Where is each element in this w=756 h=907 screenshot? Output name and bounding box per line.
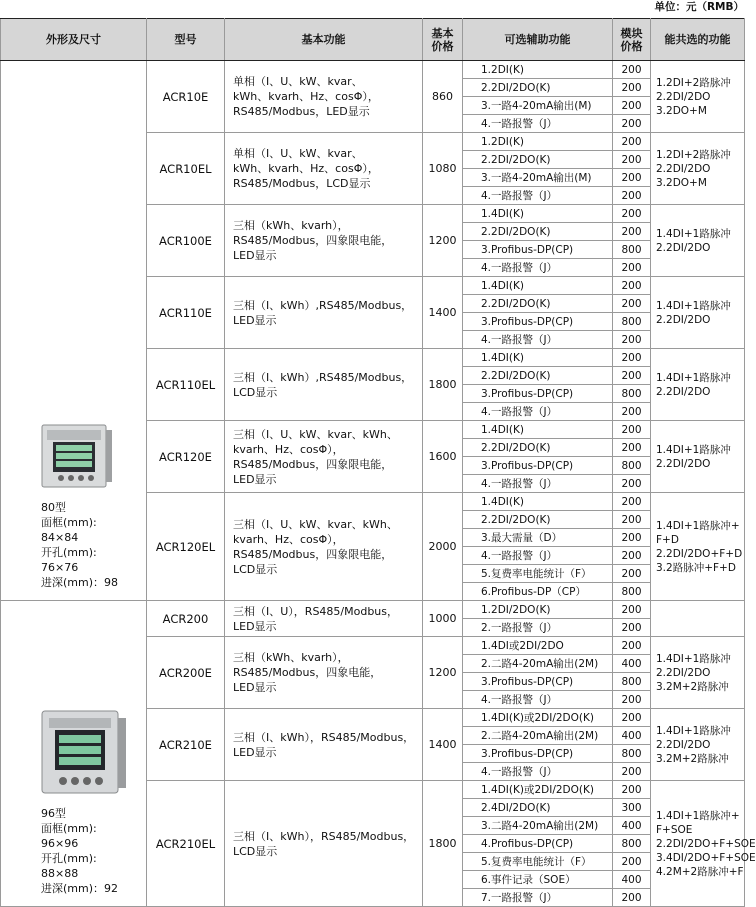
optional-function-cell: 4.一路报警（J） <box>463 547 613 565</box>
module-price-cell: 200 <box>613 223 651 241</box>
optional-function-cell: 3.Profibus-DP(CP) <box>463 313 613 331</box>
optional-function-cell: 2.2DI/2DO(K) <box>463 223 613 241</box>
combinable-line: 3.2路脉冲+F+D <box>656 561 736 574</box>
optional-function-cell: 2.二路4-20mA输出(2M) <box>463 727 613 745</box>
header-base-price <box>423 19 463 61</box>
module-price-cell: 200 <box>613 79 651 97</box>
basic-function-line: 三相（I、U、kW、kvar、kWh、 <box>233 427 398 441</box>
module-price-cell: 200 <box>613 61 651 79</box>
basic-function-line: 单相（I、U、kW、kvar、 <box>233 147 363 160</box>
header-row <box>1 19 745 61</box>
optional-function-cell: 1.4DI(K) <box>463 277 613 295</box>
basic-function-line: kWh、kvarh、Hz、cosΦ）， <box>233 90 379 103</box>
combinable-line: 2.2DI/2DO+F+D <box>656 547 743 560</box>
model-cell: ACR10EL <box>147 133 225 205</box>
optional-function-cell: 1.4DI(K)或2DI/2DO(K) <box>463 709 613 727</box>
module-price-cell: 200 <box>613 259 651 277</box>
module-price-cell: 200 <box>613 781 651 799</box>
optional-function-cell: 3.Profibus-DP(CP) <box>463 241 613 259</box>
module-price-cell: 200 <box>613 205 651 223</box>
basic-function-line: 单相（I、U、kW、kvar、 <box>233 75 363 88</box>
combinable-cell <box>651 349 745 421</box>
basic-function-line: RS485/Modbus，四象限电能， <box>233 457 393 471</box>
combinable-cell <box>651 421 745 493</box>
optional-function-cell: 2.2DI/2DO(K) <box>463 151 613 169</box>
module-price-cell: 200 <box>613 277 651 295</box>
header-appearance: 外形及尺寸 <box>1 19 147 61</box>
combinable-cell <box>651 637 745 709</box>
optional-function-cell: 1.4DI(K) <box>463 349 613 367</box>
optional-function-cell: 2.2DI/2DO(K) <box>463 295 613 313</box>
basic-function-line: kWh、kvarh、Hz、cosΦ）， <box>233 162 379 175</box>
module-price-cell: 300 <box>613 799 651 817</box>
module-price-cell: 400 <box>613 727 651 745</box>
optional-function-cell: 4.一路报警（J） <box>463 259 613 277</box>
combinable-cell <box>651 133 745 205</box>
combinable-line: 1.4DI+1路脉冲 <box>656 652 731 665</box>
base-price-cell: 1600 <box>423 421 463 493</box>
unit-label: 单位：元（RMB） <box>654 1 744 13</box>
appearance-line: 进深(mm)：92 <box>41 882 119 895</box>
appearance-line: 80型 <box>41 501 66 514</box>
header-module-price-line: 价格 <box>620 39 643 53</box>
combinable-line: 1.4DI+1路脉冲+ <box>656 519 740 532</box>
base-price-cell: 2000 <box>423 493 463 601</box>
appearance-line: 面框(mm): <box>41 822 97 835</box>
basic-function-cell <box>225 601 423 637</box>
basic-function-line: 三相（I、U、kW、kvar、kWh、 <box>233 517 398 531</box>
base-price-cell: 1200 <box>423 637 463 709</box>
optional-function-cell: 4.一路报警（J） <box>463 115 613 133</box>
combinable-cell <box>651 205 745 277</box>
optional-function-cell: 1.2DI(K) <box>463 61 613 79</box>
basic-function-line: LCD显示 <box>233 844 278 858</box>
model-cell: ACR210EL <box>147 781 225 907</box>
table-body <box>1 61 756 907</box>
module-price-cell: 200 <box>613 187 651 205</box>
optional-function-cell: 4.Profibus-DP(CP) <box>463 835 613 853</box>
basic-function-line: 三相（I、kWh），RS485/Modbus， <box>233 829 415 843</box>
optional-function-cell: 2.2DI/2DO(K) <box>463 439 613 457</box>
table-row <box>1 61 745 79</box>
optional-function-cell: 1.4DI(K)或2DI/2DO(K) <box>463 781 613 799</box>
basic-function-line: RS485/Modbus，LCD显示 <box>233 177 371 190</box>
module-price-cell: 200 <box>613 889 651 907</box>
basic-function-cell <box>225 781 423 907</box>
panel-meter-96-icon <box>41 710 146 796</box>
model-cell: ACR100E <box>147 205 225 277</box>
module-price-cell: 200 <box>613 529 651 547</box>
combinable-line: F+D <box>656 533 679 546</box>
appearance-line: 开孔(mm): <box>41 546 97 559</box>
combinable-line: 2.2DI/2DO+F+SOE <box>656 837 756 850</box>
optional-function-cell: 3.Profibus-DP(CP) <box>463 457 613 475</box>
model-cell: ACR120E <box>147 421 225 493</box>
module-price-cell: 800 <box>613 673 651 691</box>
optional-function-cell: 2.2DI/2DO(K) <box>463 367 613 385</box>
base-price-cell: 1080 <box>423 133 463 205</box>
module-price-cell: 200 <box>613 475 651 493</box>
optional-function-cell: 5.复费率电能统计（F） <box>463 565 613 583</box>
module-price-cell: 400 <box>613 817 651 835</box>
basic-function-line: 三相（kWh、kvarh）， <box>233 219 349 232</box>
module-price-cell: 200 <box>613 349 651 367</box>
optional-function-cell: 2.2DI/2DO(K) <box>463 79 613 97</box>
module-price-cell: 200 <box>613 133 651 151</box>
appearance-line: 96×96 <box>41 837 79 850</box>
optional-function-cell: 3.一路4-20mA输出(M) <box>463 97 613 115</box>
basic-function-cell <box>225 277 423 349</box>
module-price-cell: 400 <box>613 655 651 673</box>
combinable-line: 1.4DI+1路脉冲 <box>656 227 731 240</box>
optional-function-cell: 4.一路报警（J） <box>463 475 613 493</box>
module-price-cell: 400 <box>613 871 651 889</box>
basic-function-line: kvarh、Hz、cosΦ）， <box>233 532 344 546</box>
module-price-cell: 800 <box>613 457 651 475</box>
combinable-line: 2.2DI/2DO <box>656 313 711 326</box>
combinable-line: 3.2DO+M <box>656 176 707 189</box>
appearance-cell <box>1 61 147 601</box>
module-price-cell: 200 <box>613 367 651 385</box>
module-price-cell: 200 <box>613 547 651 565</box>
basic-function-line: LED显示 <box>233 745 277 759</box>
combinable-cell <box>651 709 745 781</box>
optional-function-cell: 4.一路报警（J） <box>463 403 613 421</box>
combinable-line: 1.4DI+1路脉冲 <box>656 371 731 384</box>
module-price-cell: 200 <box>613 763 651 781</box>
module-price-cell: 200 <box>613 97 651 115</box>
basic-function-line: 三相（I、kWh），RS485/Modbus， <box>233 730 415 744</box>
model-cell: ACR210E <box>147 709 225 781</box>
appearance-line: 开孔(mm): <box>41 852 97 865</box>
optional-function-cell: 3.最大需量（D） <box>463 529 613 547</box>
basic-function-line: LED显示 <box>233 619 277 633</box>
basic-function-line: 三相（kWh、kvarh）， <box>233 651 349 664</box>
optional-function-cell: 3.一路4-20mA输出(M) <box>463 169 613 187</box>
basic-function-line: RS485/Modbus，四象电能， <box>233 666 382 679</box>
optional-function-cell: 6.Profibus-DP（CP） <box>463 583 613 601</box>
basic-function-line: LED显示 <box>233 472 277 486</box>
appearance-line: 面框(mm): <box>41 516 97 529</box>
combinable-cell <box>651 781 756 907</box>
combinable-line: 3.2DO+M <box>656 104 707 117</box>
basic-function-cell <box>225 205 423 277</box>
base-price-cell: 1000 <box>423 601 463 637</box>
optional-function-cell: 1.2DI(K) <box>463 133 613 151</box>
combinable-line: 3.2M+2路脉冲 <box>656 752 729 765</box>
header-model: 型号 <box>147 19 225 61</box>
basic-function-line: 三相（I、U），RS485/Modbus， <box>233 604 399 618</box>
basic-function-line: LED显示 <box>233 313 277 327</box>
combinable-line: 2.2DI/2DO <box>656 738 711 751</box>
base-price-cell: 860 <box>423 61 463 133</box>
module-price-cell: 200 <box>613 403 651 421</box>
basic-function-cell <box>225 709 423 781</box>
optional-function-cell: 1.4DI(K) <box>463 205 613 223</box>
appearance-line: 76×76 <box>41 561 79 574</box>
appearance-line: 88×88 <box>41 867 79 880</box>
optional-function-cell: 2.2DI/2DO(K) <box>463 511 613 529</box>
appearance-cell <box>1 601 147 907</box>
module-price-cell: 200 <box>613 439 651 457</box>
module-price-cell: 200 <box>613 709 651 727</box>
optional-function-cell: 2.一路报警（J） <box>463 619 613 637</box>
combinable-line: F+SOE <box>656 823 693 836</box>
optional-function-cell: 1.2DI/2DO(K) <box>463 601 613 619</box>
combinable-cell <box>651 601 745 637</box>
model-cell: ACR10E <box>147 61 225 133</box>
combinable-line: 2.2DI/2DO <box>656 457 711 470</box>
optional-function-cell: 7.一路报警（J） <box>463 889 613 907</box>
module-price-cell: 800 <box>613 313 651 331</box>
combinable-cell <box>651 493 745 601</box>
basic-function-cell <box>225 421 423 493</box>
module-price-cell: 800 <box>613 583 651 601</box>
module-price-cell: 200 <box>613 511 651 529</box>
optional-function-cell: 3.二路4-20mA输出(2M) <box>463 817 613 835</box>
combinable-line: 4.2M+2路脉冲+F <box>656 865 744 878</box>
header-basic-function: 基本功能 <box>225 19 423 61</box>
combinable-cell <box>651 61 745 133</box>
header-base-price-line: 基本 <box>431 26 454 40</box>
model-cell: ACR200E <box>147 637 225 709</box>
module-price-cell: 200 <box>613 619 651 637</box>
header-combinable: 能共选的功能 <box>651 19 745 61</box>
module-price-cell: 200 <box>613 151 651 169</box>
optional-function-cell: 2.4DI/2DO(K) <box>463 799 613 817</box>
basic-function-cell <box>225 637 423 709</box>
optional-function-cell: 1.4DI(K) <box>463 421 613 439</box>
combinable-line: 1.4DI+1路脉冲+ <box>656 809 740 822</box>
module-price-cell: 200 <box>613 493 651 511</box>
combinable-line: 3.4DI/2DO+F+SOE <box>656 851 756 864</box>
combinable-cell <box>651 277 745 349</box>
panel-meter-80-icon <box>41 424 146 490</box>
combinable-line: 1.4DI+1路脉冲 <box>656 299 731 312</box>
base-price-cell: 1400 <box>423 709 463 781</box>
optional-function-cell: 1.4DI或2DI/2DO <box>463 637 613 655</box>
base-price-cell: 1400 <box>423 277 463 349</box>
basic-function-line: LED显示 <box>233 249 277 262</box>
header-module-price-line: 模块 <box>620 26 643 40</box>
model-cell: ACR200 <box>147 601 225 637</box>
model-cell: ACR110EL <box>147 349 225 421</box>
basic-function-line: RS485/Modbus，四象限电能， <box>233 234 393 247</box>
module-price-cell: 200 <box>613 169 651 187</box>
optional-function-cell: 2.二路4-20mA输出(2M) <box>463 655 613 673</box>
optional-function-cell: 3.Profibus-DP(CP) <box>463 673 613 691</box>
combinable-line: 3.2M+2路脉冲 <box>656 680 729 693</box>
basic-function-line: RS485/Modbus，LED显示 <box>233 105 370 118</box>
optional-function-cell: 4.一路报警（J） <box>463 763 613 781</box>
appearance-line: 84×84 <box>41 531 79 544</box>
optional-function-cell: 4.一路报警（J） <box>463 691 613 709</box>
basic-function-line: LED显示 <box>233 681 277 694</box>
combinable-line: 2.2DI/2DO <box>656 385 711 398</box>
combinable-line: 1.2DI+2路脉冲 <box>656 76 731 89</box>
basic-function-line: LCD显示 <box>233 562 278 576</box>
basic-function-cell <box>225 349 423 421</box>
module-price-cell: 200 <box>613 637 651 655</box>
module-price-cell: 200 <box>613 421 651 439</box>
optional-function-cell: 4.一路报警（J） <box>463 331 613 349</box>
combinable-line: 2.2DI/2DO <box>656 162 711 175</box>
module-price-cell: 200 <box>613 331 651 349</box>
base-price-cell: 1800 <box>423 349 463 421</box>
header-module-price <box>613 19 651 61</box>
optional-function-cell: 3.Profibus-DP(CP) <box>463 745 613 763</box>
combinable-line: 1.4DI+1路脉冲 <box>656 443 731 456</box>
header-optional-function: 可选辅助功能 <box>463 19 613 61</box>
module-price-cell: 800 <box>613 241 651 259</box>
optional-function-cell: 5.复费率电能统计（F） <box>463 853 613 871</box>
base-price-cell: 1800 <box>423 781 463 907</box>
basic-function-line: LCD显示 <box>233 385 278 399</box>
combinable-line: 1.2DI+2路脉冲 <box>656 148 731 161</box>
optional-function-cell: 4.一路报警（J） <box>463 187 613 205</box>
module-price-cell: 200 <box>613 691 651 709</box>
module-price-cell: 200 <box>613 295 651 313</box>
appearance-line: 96型 <box>41 807 66 820</box>
combinable-line: 1.4DI+1路脉冲 <box>656 724 731 737</box>
module-price-cell: 800 <box>613 835 651 853</box>
model-cell: ACR120EL <box>147 493 225 601</box>
table-row <box>1 601 745 619</box>
basic-function-line: kvarh、Hz、cosΦ）， <box>233 442 344 456</box>
appearance-line: 进深(mm)：98 <box>41 576 119 589</box>
basic-function-cell <box>225 133 423 205</box>
module-price-cell: 800 <box>613 745 651 763</box>
module-price-cell: 200 <box>613 853 651 871</box>
combinable-line: 2.2DI/2DO <box>656 241 711 254</box>
module-price-cell: 800 <box>613 385 651 403</box>
combinable-line: 2.2DI/2DO <box>656 90 711 103</box>
combinable-line: 2.2DI/2DO <box>656 666 711 679</box>
base-price-cell: 1200 <box>423 205 463 277</box>
module-price-cell: 200 <box>613 115 651 133</box>
module-price-cell: 200 <box>613 601 651 619</box>
basic-function-line: 三相（I、kWh）,RS485/Modbus， <box>233 370 413 384</box>
model-cell: ACR110E <box>147 277 225 349</box>
basic-function-line: RS485/Modbus，四象限电能， <box>233 547 393 561</box>
module-price-cell: 200 <box>613 565 651 583</box>
optional-function-cell: 3.Profibus-DP(CP) <box>463 385 613 403</box>
header-base-price-line: 价格 <box>431 39 454 53</box>
basic-function-line: 三相（I、kWh）,RS485/Modbus， <box>233 298 413 312</box>
optional-function-cell: 1.4DI(K) <box>463 493 613 511</box>
basic-function-cell <box>225 493 423 601</box>
optional-function-cell: 6.事件记录（SOE） <box>463 871 613 889</box>
price-table <box>0 18 756 907</box>
basic-function-cell <box>225 61 423 133</box>
